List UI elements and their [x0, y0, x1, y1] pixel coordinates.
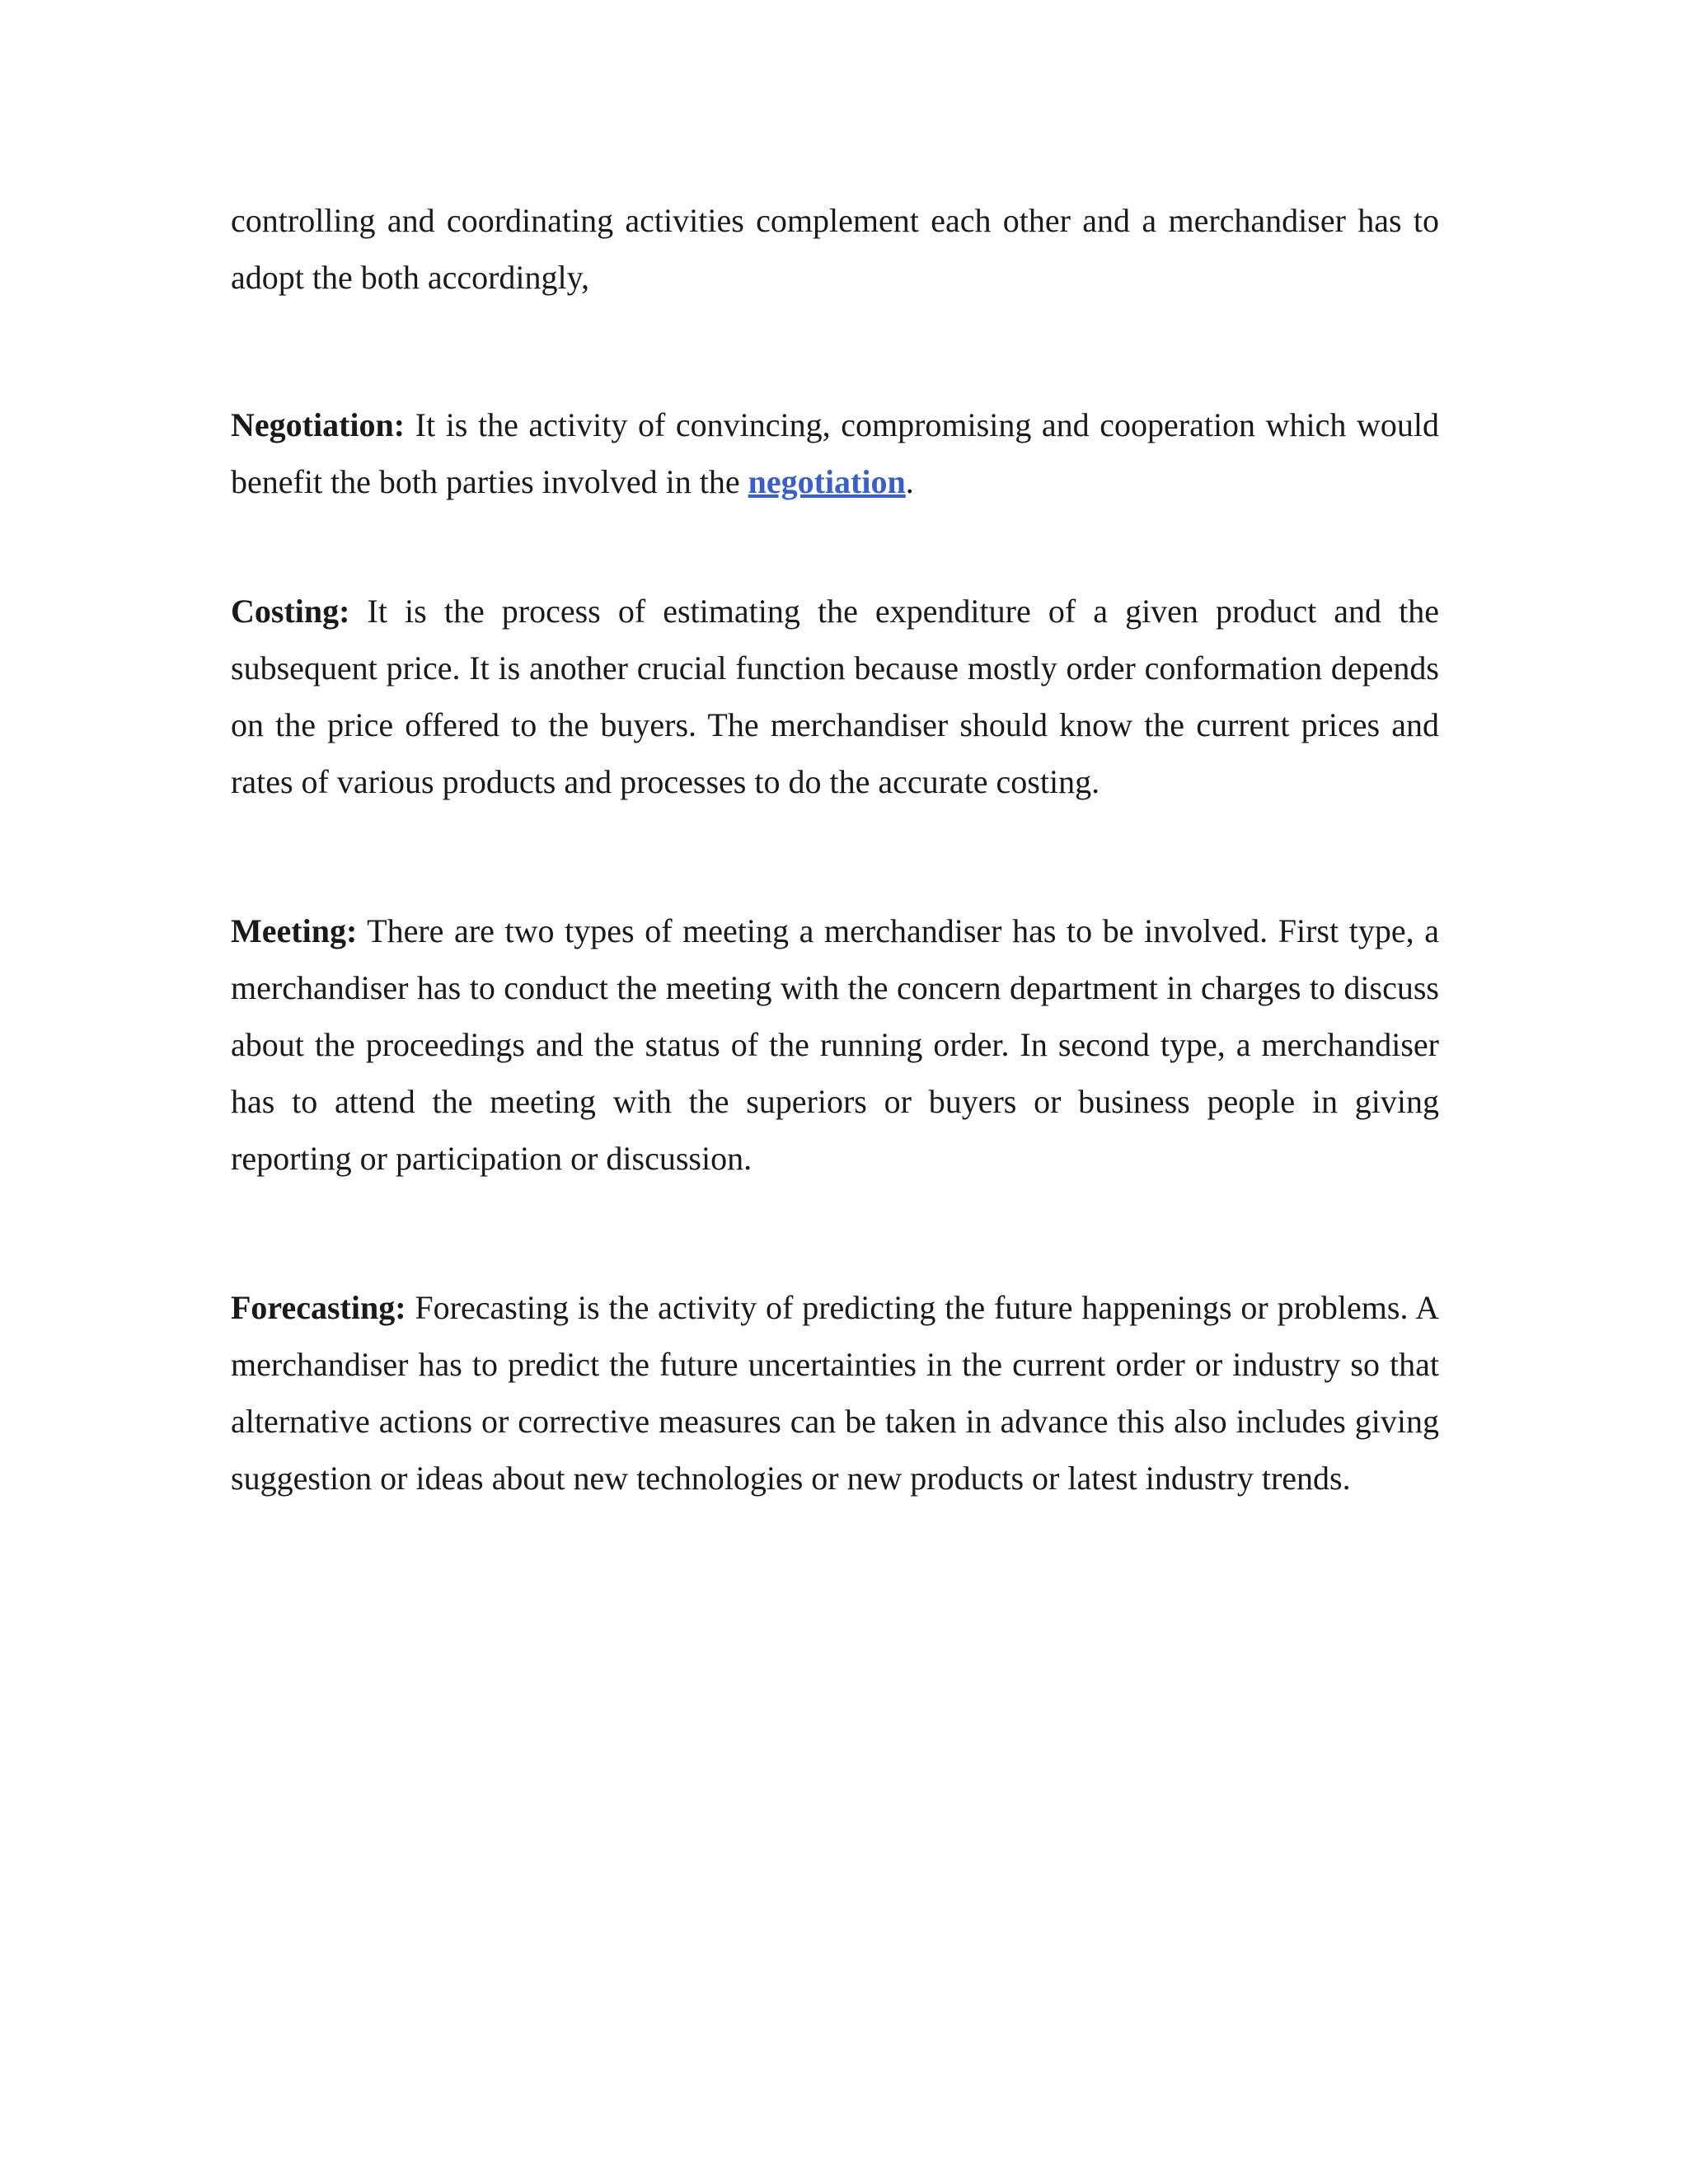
negotiation-paragraph	[231, 396, 1439, 510]
negotiation-link[interactable]: negotiation	[748, 463, 906, 500]
meeting-text: There are two types of meeting a merchandiser has to be involved. First type, a merchandiser has to conduct the meeting with the concern department in charges to discuss about the proceedings and the status of the running order. In second type, a merchandiser has to attend the meeting with the superiors or buyers or business people in giving reporting or participation or discussion.	[231, 912, 1439, 1177]
costing-paragraph	[231, 583, 1439, 810]
negotiation-text: It is the activity of convincing, compromising and cooperation which would benefit the both parties involved in the	[231, 406, 1439, 500]
negotiation-term: Negotiation:	[231, 406, 406, 443]
forecasting-term: Forecasting:	[231, 1289, 406, 1326]
intro-text: controlling and coordinating activities complement each other and a merchandiser has to adopt the both accordingly,	[231, 202, 1439, 296]
forecasting-paragraph	[231, 1279, 1439, 1507]
meeting-paragraph	[231, 902, 1439, 1187]
negotiation-after-link: .	[905, 463, 914, 500]
meeting-term: Meeting:	[231, 912, 358, 949]
document-body	[231, 192, 1439, 1507]
intro-paragraph	[231, 192, 1439, 306]
costing-term: Costing:	[231, 593, 350, 630]
forecasting-text: Forecasting is the activity of predicting the future happenings or problems. A merchandiser has to predict the future uncertainties in the current order or industry so that alternative actions or corrective measures can be taken in advance this also includes giving suggestion or ideas about new technologies or new products or latest industry trends.	[231, 1289, 1439, 1497]
costing-text: It is the process of estimating the expenditure of a given product and the subsequent price. It is another crucial function because mostly order conformation depends on the price offered to the buyers. The merchandiser should know the current prices and rates of various products and processes to do the accurate costing.	[231, 593, 1439, 800]
